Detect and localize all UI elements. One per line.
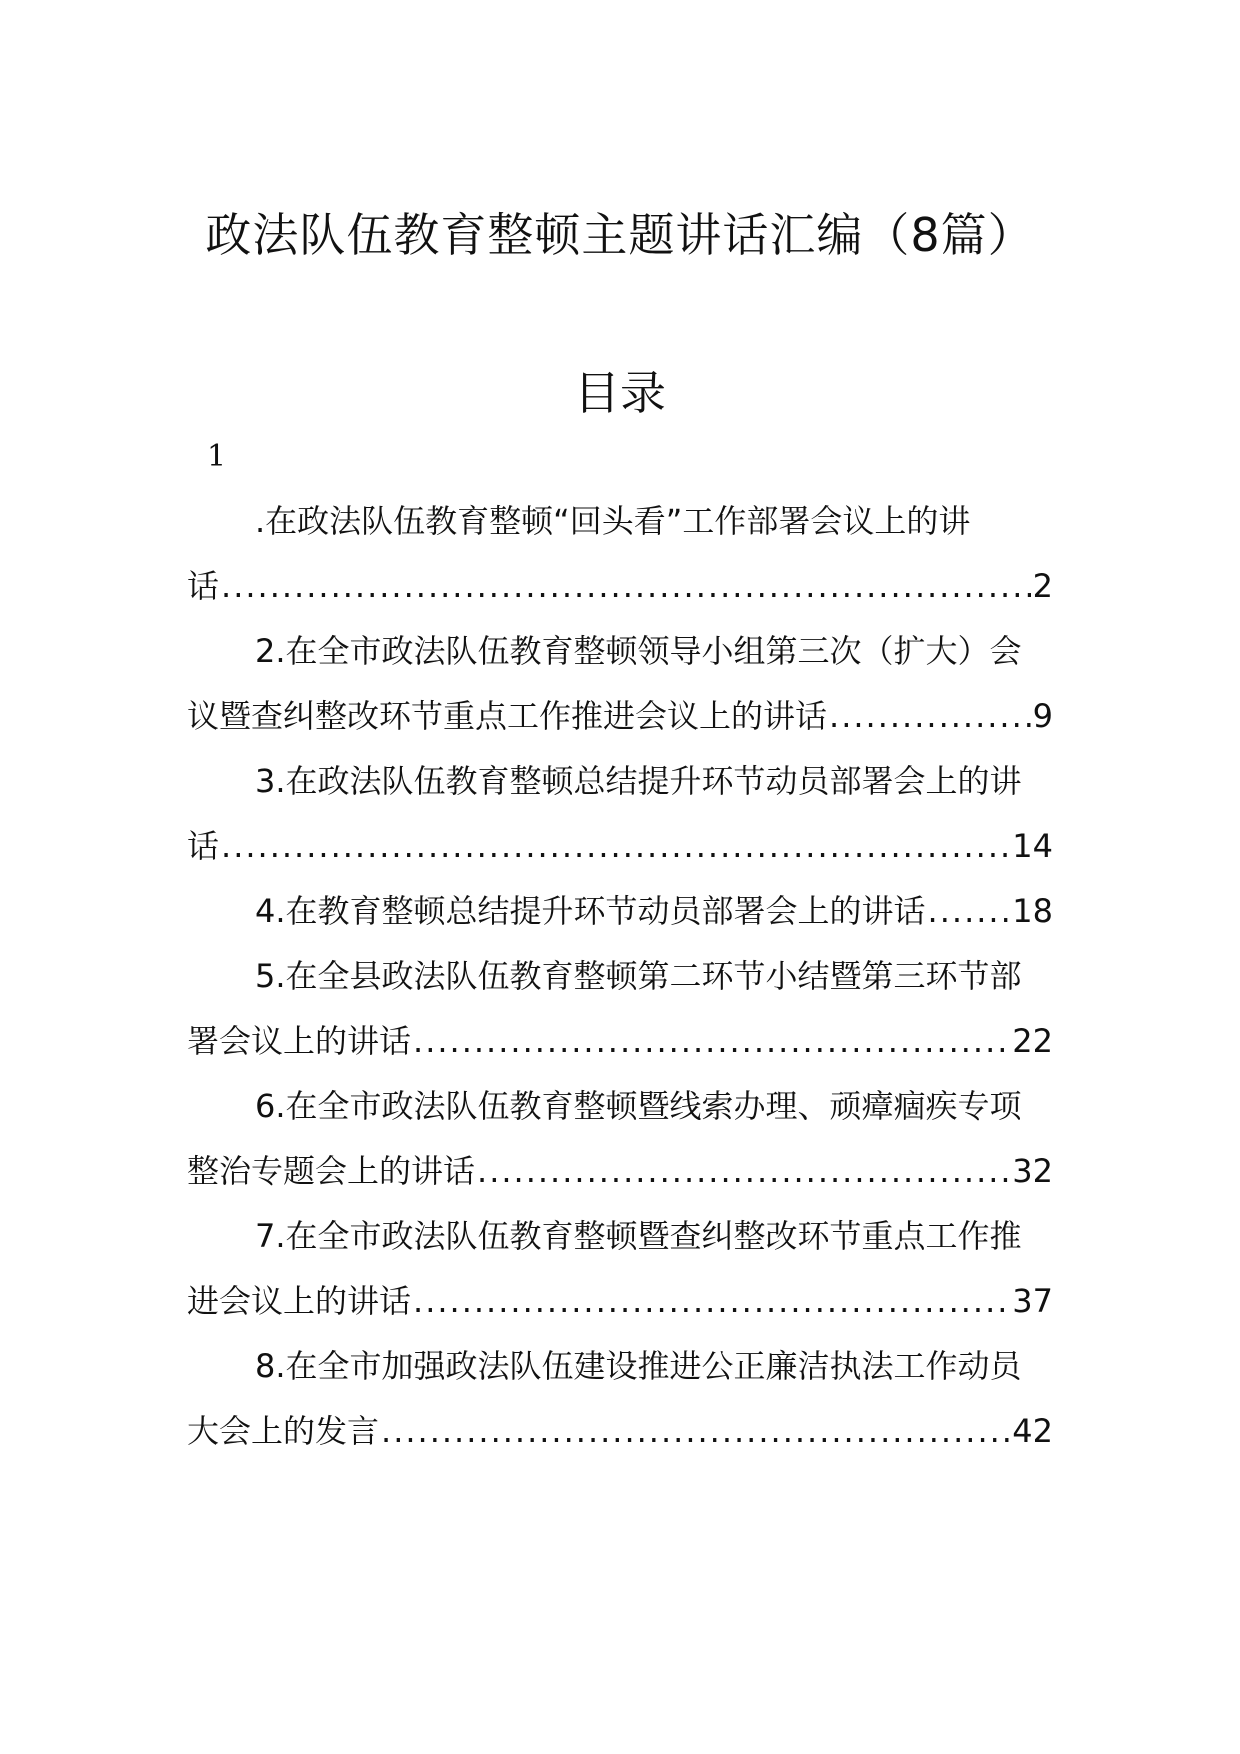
toc-dot-leader xyxy=(928,879,1011,944)
toc-entry-last-line xyxy=(187,554,1053,619)
toc-entry-text: 2.在全市政法队伍教育整顿领导小组第三次（扩大）会 xyxy=(255,632,1022,670)
toc-dot-leader xyxy=(413,1269,1010,1334)
toc-entry[interactable] xyxy=(187,1204,1053,1334)
toc-entry-text: 6.在全市政法队伍教育整顿暨线索办理、顽瘴痼疾专项 xyxy=(255,1087,1022,1125)
toc-entry-text: 整治专题会上的讲话 xyxy=(187,1152,476,1190)
toc-entry-last-line xyxy=(187,879,1053,944)
toc-entry[interactable] xyxy=(187,749,1053,879)
toc-entry-last-line xyxy=(187,1269,1053,1334)
toc-entry-text: .在政法队伍教育整顿“回头看”工作部署会议上的讲 xyxy=(255,502,971,540)
toc-entry[interactable] xyxy=(187,879,1053,944)
toc-entry-last-line xyxy=(187,814,1053,879)
toc-entry[interactable] xyxy=(187,1074,1053,1204)
toc-entry-text: 5.在全县政法队伍教育整顿第二环节小结暨第三环节部 xyxy=(255,957,1022,995)
toc-entry-text: 4.在教育整顿总结提升环节动员部署会上的讲话 xyxy=(255,892,926,930)
toc-entry-text: 话 xyxy=(187,827,220,865)
toc-entry-text: 署会议上的讲话 xyxy=(187,1022,412,1060)
toc-dot-leader xyxy=(381,1399,1010,1464)
toc-entry-last-line xyxy=(187,1009,1053,1074)
toc-entry-text: 大会上的发言 xyxy=(187,1412,380,1450)
toc-entry[interactable] xyxy=(187,489,1053,619)
toc-entry-text: 话 xyxy=(187,567,220,605)
toc-dot-leader xyxy=(413,1009,1010,1074)
toc-dot-leader xyxy=(829,684,1031,749)
toc-page-number: 32 xyxy=(1012,1152,1053,1190)
toc-page-number: 42 xyxy=(1012,1412,1053,1450)
toc-page-number: 22 xyxy=(1012,1022,1053,1060)
toc-entry-text: 议暨查纠整改环节重点工作推进会议上的讲话 xyxy=(187,697,828,735)
toc-entry-last-line xyxy=(187,1399,1053,1464)
toc-dot-leader xyxy=(477,1139,1010,1204)
toc-dot-leader xyxy=(221,554,1031,619)
toc-entry[interactable] xyxy=(187,619,1053,749)
table-of-contents xyxy=(187,489,1053,1464)
toc-page-number: 37 xyxy=(1012,1282,1053,1320)
toc-entry-last-line xyxy=(187,684,1053,749)
toc-entry-text: 7.在全市政法队伍教育整顿暨查纠整改环节重点工作推 xyxy=(255,1217,1022,1255)
toc-page-number: 14 xyxy=(1012,827,1053,865)
toc-entry[interactable] xyxy=(187,1334,1053,1464)
toc-heading: 目录 xyxy=(574,366,666,420)
toc-entry[interactable] xyxy=(187,944,1053,1074)
toc-entry-last-line xyxy=(187,1139,1053,1204)
toc-page-number: 2 xyxy=(1032,567,1053,605)
document-title: 政法队伍教育整顿主题讲话汇编（8篇） xyxy=(205,208,1035,262)
toc-entry-text: 8.在全市加强政法队伍建设推进公正廉洁执法工作动员 xyxy=(255,1347,1022,1385)
toc-entry-text: 3.在政法队伍教育整顿总结提升环节动员部署会上的讲 xyxy=(255,762,1022,800)
toc-dot-leader xyxy=(221,814,1010,879)
stray-page-number: 1 xyxy=(207,439,227,474)
toc-page-number: 18 xyxy=(1012,892,1053,930)
toc-entry-text: 进会议上的讲话 xyxy=(187,1282,412,1320)
toc-page-number: 9 xyxy=(1032,697,1053,735)
